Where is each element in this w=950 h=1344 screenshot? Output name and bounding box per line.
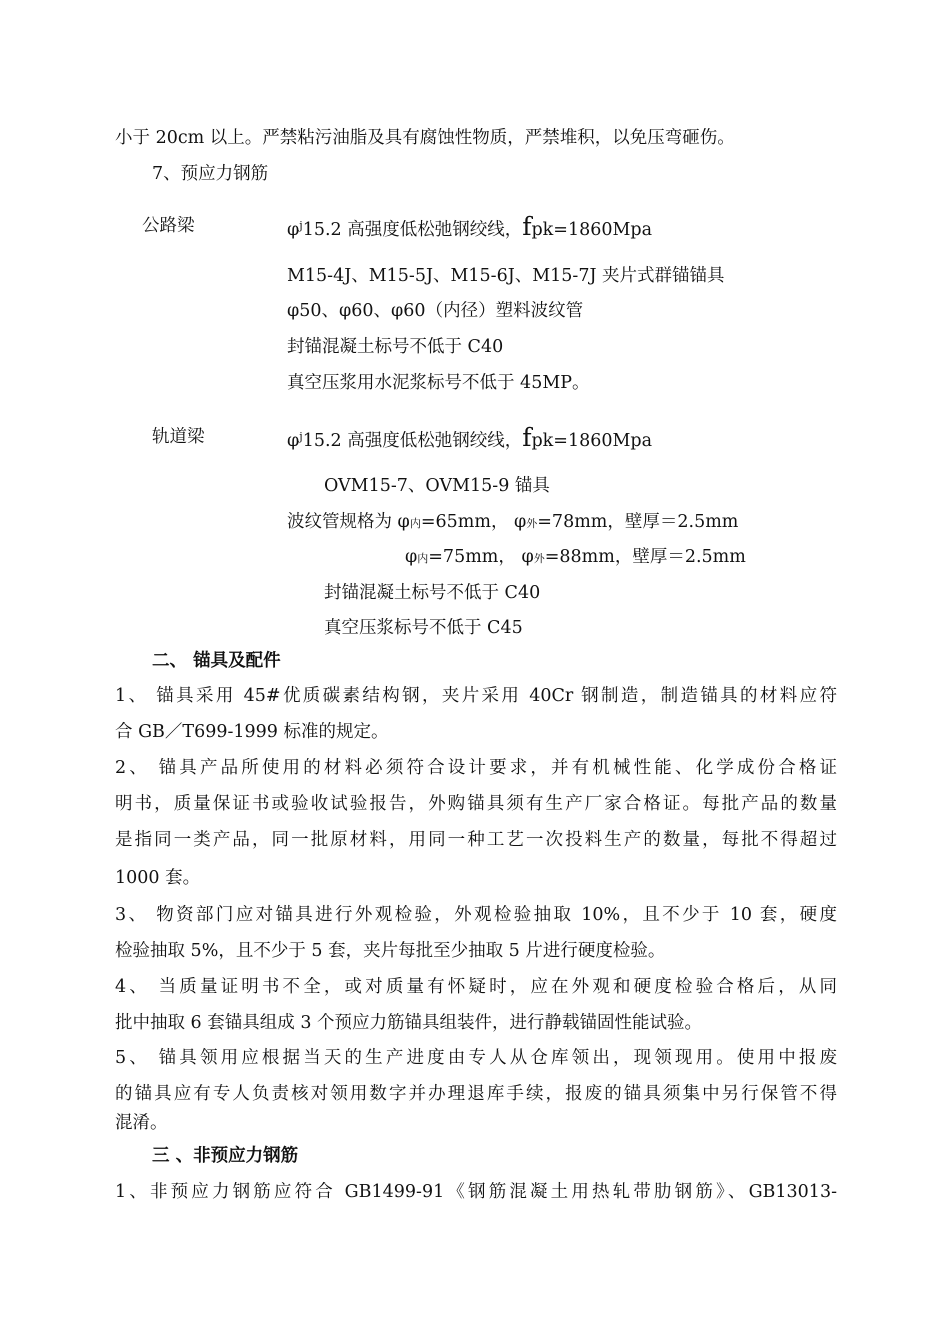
strand-spec: [287, 423, 653, 452]
section-heading: 三 、非预应力钢筋: [152, 1146, 299, 1166]
outer-sub: 外: [526, 517, 538, 530]
phi-symbol: φ: [287, 431, 300, 451]
duct-post: =78mm，壁厚＝2.5mm: [537, 512, 739, 532]
outer-sub: 外: [533, 552, 545, 565]
duct-prefix: 波纹管规格为 φ: [287, 512, 410, 532]
inner-sub: 内: [417, 552, 429, 565]
anchor-spec: OVM15-7、OVM15-9 锚具: [324, 476, 550, 496]
strength-value: =1860Mpa: [553, 220, 653, 240]
paragraph-line: 5、 锚具领用应根据当天的生产进度由专人从仓库领出，现领现用。使用中报废: [115, 1048, 837, 1068]
anchor-spec: M15-4J、M15-5J、M15-6J、M15-7J 夹片式群锚锚具: [287, 266, 725, 286]
duct-mid: =65mm， φ: [420, 512, 527, 532]
grout-spec: 真空压浆用水泥浆标号不低于 45MP。: [287, 373, 590, 393]
text-line: 小于 20cm 以上。严禁粘污油脂及具有腐蚀性物质，严禁堆积，以免压弯砸伤。: [115, 128, 735, 148]
duct-mid: =75mm， φ: [428, 547, 534, 567]
paragraph-line: 明书，质量保证书或验收试验报告，外购锚具须有生产厂家合格证。每批产品的数量: [115, 794, 837, 814]
phi-symbol: φ: [287, 220, 300, 240]
inner-sub: 内: [409, 517, 421, 530]
subsection-heading: 7、预应力钢筋: [152, 164, 269, 184]
superscript: j: [299, 430, 303, 443]
strand-text: 15.2 高强度低松弛钢绞线，: [302, 220, 523, 240]
duct-post: =88mm，壁厚＝2.5mm: [544, 547, 746, 567]
paragraph-line: 1、非预应力钢筋应符合 GB1499-91《钢筋混凝土用热轧带肋钢筋》、GB13013-: [115, 1182, 837, 1202]
subscript: pk: [531, 220, 554, 240]
paragraph-line: 检验抽取 5%，且不少于 5 套，夹片每批至少抽取 5 片进行硬度检验。: [115, 941, 666, 961]
duct-spec: [287, 511, 738, 535]
paragraph-line: 3、 物资部门应对锚具进行外观检验，外观检验抽取 10%，且不少于 10 套，硬度: [115, 905, 837, 925]
duct-prefix: φ: [405, 547, 418, 567]
grout-spec: 真空压浆标号不低于 C45: [324, 618, 523, 638]
strength-value: =1860Mpa: [553, 431, 653, 451]
f-symbol: f: [522, 423, 532, 452]
paragraph-line: 批中抽取 6 套锚具组成 3 个预应力筋锚具组装件，进行静载锚固性能试验。: [115, 1013, 703, 1033]
paragraph-line: 的锚具应有专人负责核对领用数字并办理退库手续，报废的锚具须集中另行保管不得: [115, 1084, 837, 1104]
section-heading: 二、 锚具及配件: [152, 651, 281, 671]
paragraph-line: 混淆。: [115, 1113, 168, 1133]
paragraph-line: 是指同一类产品，同一批原材料，用同一种工艺一次投料生产的数量，每批不得超过: [115, 830, 837, 850]
paragraph-line: 2、 锚具产品所使用的材料必须符合设计要求，并有机械性能、化学成份合格证: [115, 758, 837, 778]
paragraph-line: 1、 锚具采用 45#优质碳素结构钢，夹片采用 40Cr 钢制造，制造锚具的材料应符: [115, 686, 837, 706]
seal-spec: 封锚混凝土标号不低于 C40: [324, 583, 541, 603]
paragraph-line: 合 GB／T699-1999 标准的规定。: [115, 722, 389, 742]
subscript: pk: [531, 431, 554, 451]
strand-spec: [287, 212, 653, 241]
category-label: 轨道梁: [152, 427, 205, 447]
duct-spec: φ50、φ60、φ60（内径）塑料波纹管: [287, 301, 584, 321]
superscript: j: [299, 219, 303, 232]
seal-spec: 封锚混凝土标号不低于 C40: [287, 337, 504, 357]
duct-spec: [405, 546, 746, 570]
strand-text: 15.2 高强度低松弛钢绞线，: [302, 431, 523, 451]
paragraph-line: 1000 套。: [115, 868, 201, 888]
paragraph-line: 4、 当质量证明书不全，或对质量有怀疑时，应在外观和硬度检验合格后，从同: [115, 977, 837, 997]
f-symbol: f: [522, 212, 532, 241]
category-label: 公路梁: [142, 216, 195, 236]
